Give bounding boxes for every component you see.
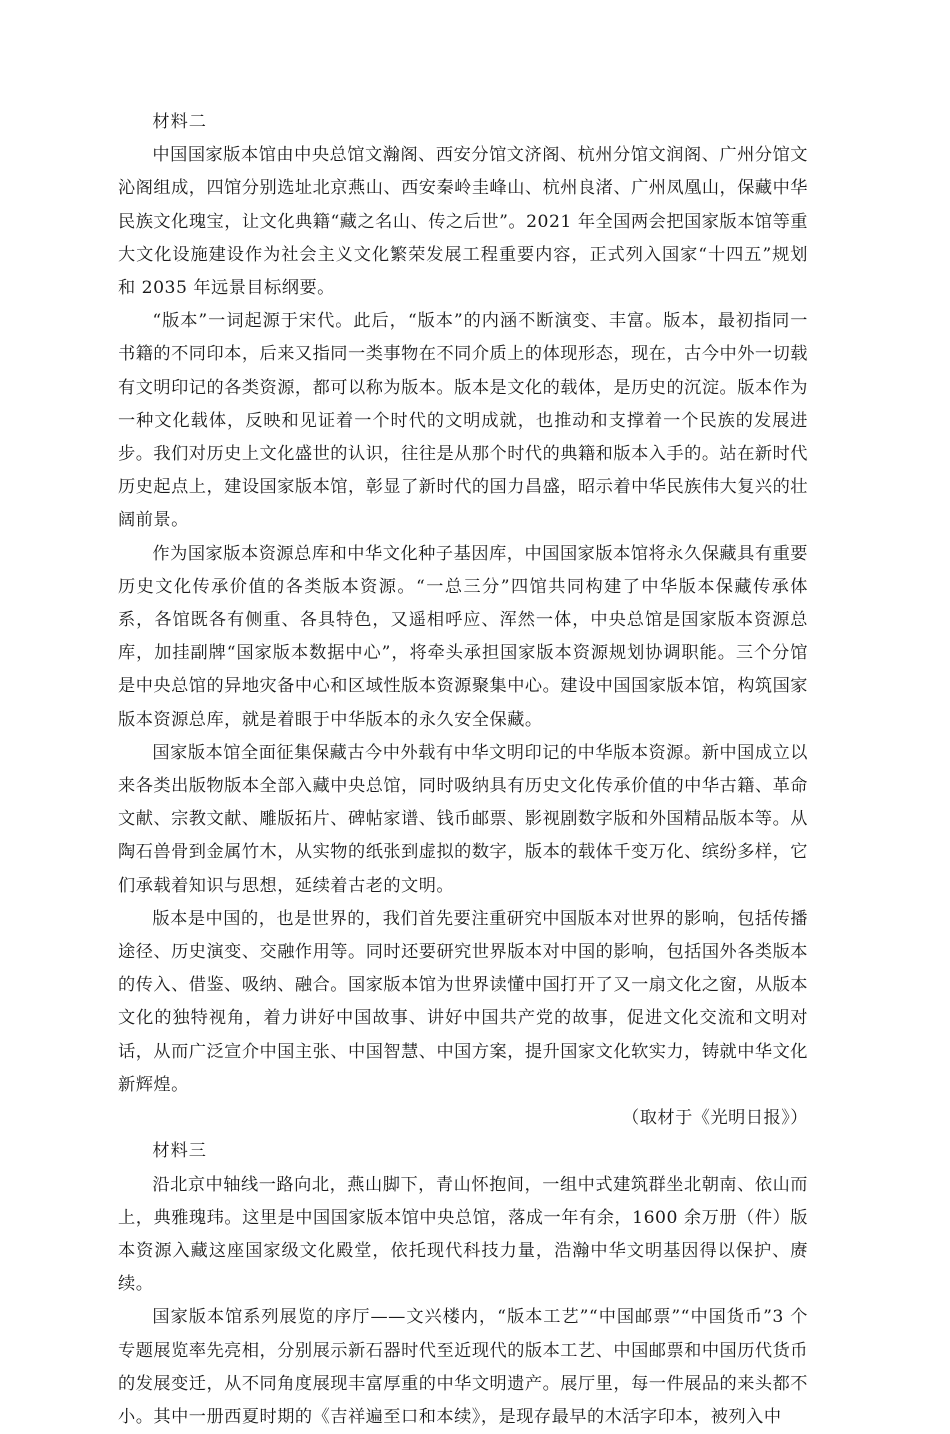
material-2-source: （取材于《光明日报》） bbox=[622, 1108, 808, 1129]
material-2-paragraph-3: 作为国家版本资源总库和中华文化种子基因库，中国国家版本馆将永久保藏具有重要历史文化传承价值的各类版本资源。“一总三分”四馆共同构建了中华版本保藏传承体系，各馆既各有侧重、各具特色，又遥相呼应、浑然一体，中央总馆是国家版本资源总库，加挂副牌“国家版本数据中心”，将牵头承担国家版本资源规划协调职能。三个分馆是中央总馆的异地灾备中心和区域性版本资源聚集中心。建设中国国家版本馆，构筑国家版本资源总库，就是着眼于中华版本的永久安全保藏。 bbox=[118, 543, 808, 730]
material-3-paragraph-1: 沿北京中轴线一路向北，燕山脚下，青山怀抱间，一组中式建筑群坐北朝南、依山而上，典雅瑰玮。这里是中国国家版本馆中央总馆，落成一年有余，1600 余万册（件）版本资源入藏这座国家级文化殿堂，依托现代科技力量，浩瀚中华文明基因得以保护、赓续。 bbox=[118, 1174, 808, 1295]
material-2-paragraph-5: 版本是中国的，也是世界的，我们首先要注重研究中国版本对世界的影响，包括传播途径、历史演变、交融作用等。同时还要研究世界版本对中国的影响，包括国外各类版本的传入、借鉴、吸纳、融合。国家版本馆为世界读懂中国打开了又一扇文化之窗，从版本文化的独特视角，着力讲好中国故事、讲好中国共产党的故事，促进文化交流和文明对话，从而广泛宣介中国主张、中国智慧、中国方案，提升国家文化软实力，铸就中华文化新辉煌。 bbox=[118, 908, 808, 1095]
material-2-paragraph-4: 国家版本馆全面征集保藏古今中外载有中华文明印记的中华版本资源。新中国成立以来各类出版物版本全部入藏中央总馆，同时吸纳具有历史文化传承价值的中华古籍、革命文献、宗教文献、雕版拓片、碑帖家谱、钱币邮票、影视剧数字版和外国精品版本等。从陶石兽骨到金属竹木，从实物的纸张到虚拟的数字，版本的载体千变万化、缤纷多样，它们承载着知识与思想，延续着古老的文明。 bbox=[118, 742, 808, 896]
material-3-paragraph-2: 国家版本馆系列展览的序厅——文兴楼内，“版本工艺”“中国邮票”“中国货币”3 个专题展览率先亮相，分别展示新石器时代至近现代的版本工艺、中国邮票和中国历代货币的发展变迁，从不同角度展现丰富厚重的中华文明遗产。展厅里，每一件展品的来头都不小。其中一册西夏时期的《吉祥遍至口和本续》，是现存最早的木活字印本，被列入中 bbox=[118, 1307, 808, 1427]
material-3-heading: 材料三 bbox=[152, 1141, 207, 1162]
material-2-paragraph-2: “版本”一词起源于宋代。此后，“版本”的内涵不断演变、丰富。版本，最初指同一书籍的不同印本，后来又指同一类事物在不同介质上的体现形态，现在，古今中外一切载有文明印记的各类资源，都可以称为版本。版本是文化的载体，是历史的沉淀。版本作为一种文化载体，反映和见证着一个时代的文明成就，也推动和支撑着一个民族的发展进步。我们对历史上文化盛世的认识，往往是从那个时代的典籍和版本入手的。站在新时代历史起点上，建设国家版本馆，彰显了新时代的国力昌盛，昭示着中华民族伟大复兴的壮阔前景。 bbox=[118, 311, 808, 531]
document-page bbox=[118, 106, 808, 1434]
material-2-heading: 材料二 bbox=[152, 112, 207, 132]
material-2-paragraph-1: 中国国家版本馆由中央总馆文瀚阁、西安分馆文济阁、杭州分馆文润阁、广州分馆文沁阁组成，四馆分别选址北京燕山、西安秦岭圭峰山、杭州良渚、广州凤凰山，保藏中华民族文化瑰宝，让文化典籍“藏之名山、传之后世”。2021 年全国两会把国家版本馆等重大文化设施建设作为社会主义文化繁荣发展工程重要内容，正式列入国家“十四五”规划和 2035 年远景目标纲要。 bbox=[118, 145, 808, 299]
